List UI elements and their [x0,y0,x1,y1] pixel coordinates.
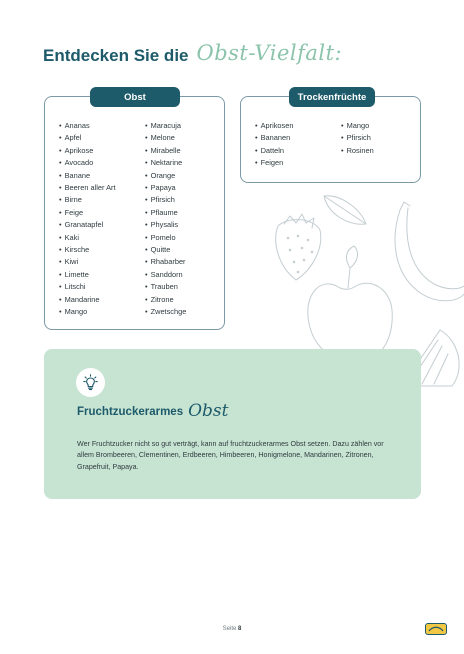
info-text: Wer Fruchtzucker nicht so gut verträgt, kann auf fruchtzuckerarmes Obst setzen. Dazu zählen vor allem Brombeeren, Clementinen, Erdbeeren, Himbeeren, Honigmelone, Mandarinen, Zitronen, Grapefruit, Papaya. [77,440,384,471]
list-item: • Mandarine [59,294,116,306]
list-item: • Kirsche [59,244,116,256]
list-item: • Feige [59,207,116,219]
page-heading [43,41,343,66]
list-item: • Pomelo [145,232,186,244]
obst-title: Obst [90,87,180,107]
info-title [77,401,228,419]
list-item: • Papaya [145,182,186,194]
list-item: • Melone [145,132,186,144]
list-item: • Kiwi [59,256,116,268]
list-item: • Granatapfel [59,219,116,231]
list-item: • Ananas [59,120,116,132]
heading-main-text: Entdecken Sie die [43,46,189,65]
trocken-list-right [341,120,374,157]
list-item: • Zitrone [145,294,186,306]
trocken-list-left [255,120,293,170]
list-item: • Maracuja [145,120,186,132]
trockenfruechte-title: Trockenfrüchte [289,87,375,107]
list-item: • Kaki [59,232,116,244]
apple-drawing [308,246,392,358]
obst-box [44,91,225,330]
trockenfruechte-box [240,91,421,183]
list-item: • Sanddorn [145,269,186,281]
list-item: • Pfirsich [341,132,374,144]
list-item: • Rhabarber [145,256,186,268]
list-item: • Aprikose [59,145,116,157]
list-item: • Avocado [59,157,116,169]
list-item: • Limette [59,269,116,281]
list-item: • Nektarine [145,157,186,169]
list-item: • Zwetschge [145,306,186,318]
list-item: • Apfel [59,132,116,144]
list-item: • Mango [59,306,116,318]
list-item: • Mirabelle [145,145,186,157]
strawberry-drawing [276,214,321,280]
list-item: • Beeren aller Art [59,182,116,194]
list-item: • Rosinen [341,145,374,157]
list-item: • Litschi [59,281,116,293]
list-item: • Pfirsich [145,194,186,206]
list-item: • Physalis [145,219,186,231]
list-item: • Pflaume [145,207,186,219]
obst-list-right [145,120,186,319]
list-item: • Birne [59,194,116,206]
footer-label: Seite [222,626,237,632]
list-item: • Orange [145,170,186,182]
page-number: 8 [238,626,242,632]
obst-list-left [59,120,116,319]
list-item: • Bananen [255,132,293,144]
info-title-script: Obst [188,401,229,421]
lightbulb-icon [76,368,105,397]
list-item: • Feigen [255,157,293,169]
page-footer [0,626,464,632]
list-item: • Trauben [145,281,186,293]
banana-drawing [395,202,464,301]
leaf-drawing [324,196,366,224]
list-item: • Quitte [145,244,186,256]
info-title-main: Fruchtzuckerarmes [77,406,184,418]
list-item: • Aprikosen [255,120,293,132]
list-item: • Datteln [255,145,293,157]
brand-logo [425,623,447,635]
list-item: • Mango [341,120,374,132]
list-item: • Banane [59,170,116,182]
heading-script-text: Obst-Vielfalt: [196,41,343,65]
fructose-info-panel [44,349,421,499]
